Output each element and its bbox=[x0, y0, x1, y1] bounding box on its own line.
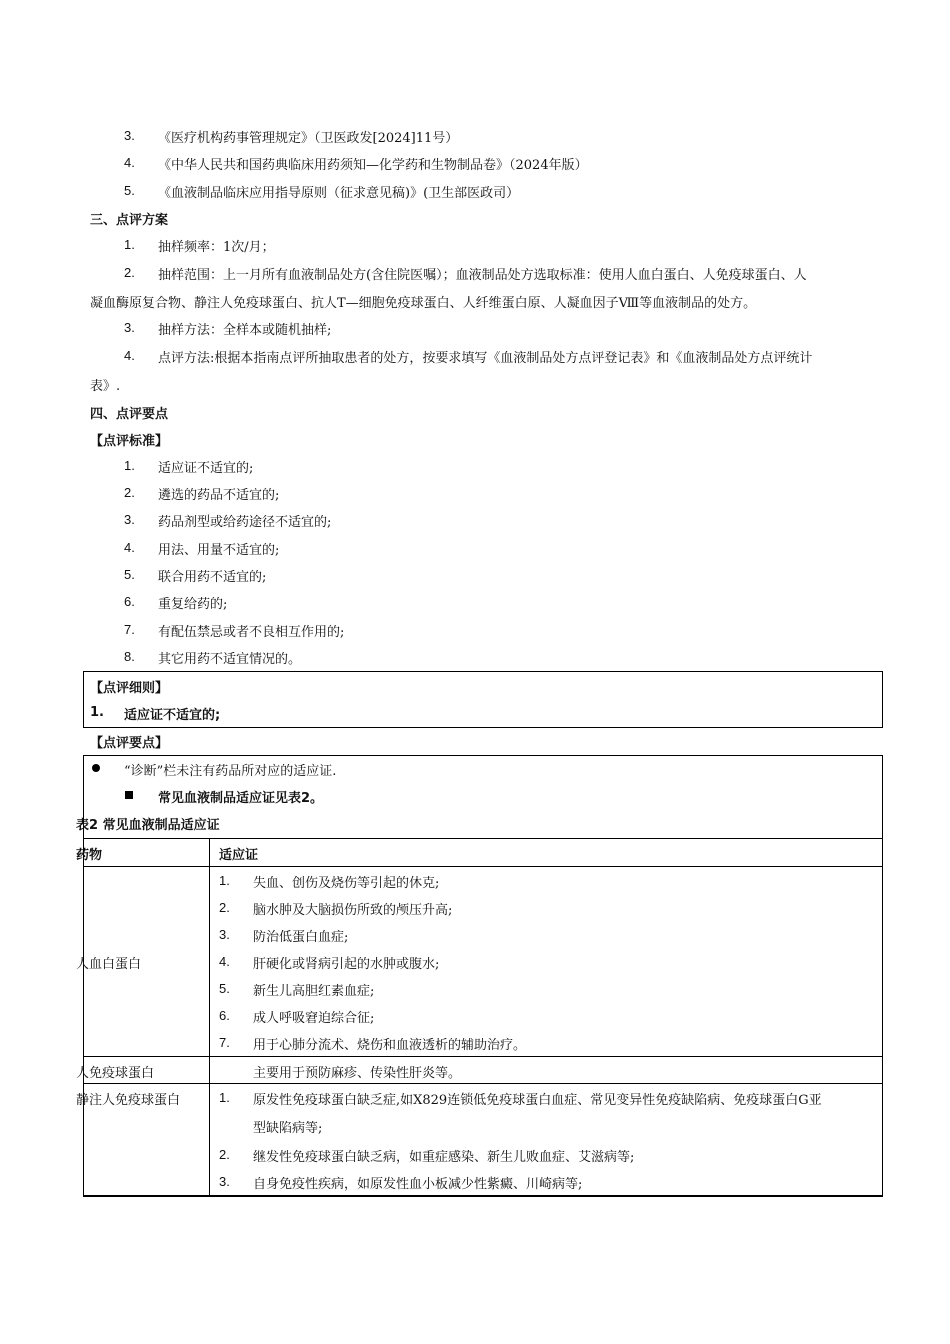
bullet-icon bbox=[92, 764, 100, 772]
table-column-rule bbox=[209, 838, 210, 1196]
ref-text: 《医疗机构药事管理规定》（卫医政发[2024]11号） bbox=[158, 131, 459, 146]
detail-item-num: 1. bbox=[90, 705, 104, 720]
ref-num: 5. bbox=[124, 183, 135, 198]
table-header-indication: 适应证 bbox=[219, 848, 259, 863]
box-border bbox=[83, 1195, 883, 1197]
standard-num: 5. bbox=[124, 567, 135, 582]
box-border bbox=[83, 671, 84, 728]
item-text: 点评方法:根据本指南点评所抽取患者的处方，按要求填写《血液制品处方点评登记表》和《血液制品处方点评统计 bbox=[158, 351, 813, 366]
box-border bbox=[882, 755, 883, 1196]
standard-num: 8. bbox=[124, 649, 135, 664]
indication-num: 3. bbox=[219, 1174, 230, 1189]
table-rule bbox=[83, 1056, 883, 1057]
box-border bbox=[83, 727, 883, 728]
indication-text: 主要用于预防麻疹、传染性肝炎等。 bbox=[253, 1066, 462, 1081]
table-caption: 表2 常见血液制品适应证 bbox=[76, 818, 220, 833]
indication-num: 2. bbox=[219, 1147, 230, 1162]
standard-text: 重复给药的; bbox=[158, 597, 228, 612]
indication-num: 7. bbox=[219, 1035, 230, 1050]
detail-heading: 【点评细则】 bbox=[90, 681, 169, 696]
section-heading: 四、点评要点 bbox=[90, 407, 169, 422]
indication-text-cont: 型缺陷病等; bbox=[253, 1121, 323, 1136]
ref-num: 3. bbox=[124, 128, 135, 143]
standard-text: 联合用药不适宜的; bbox=[158, 570, 267, 585]
indication-text: 肝硬化或肾病引起的水肿或腹水; bbox=[253, 957, 440, 972]
table-drug-cell: 人血白蛋白 bbox=[76, 957, 142, 972]
table-rule bbox=[83, 838, 883, 839]
indication-text: 用于心肺分流术、烧伤和血液透析的辅助治疗。 bbox=[253, 1038, 527, 1053]
indication-text: 成人呼吸窘迫综合征; bbox=[253, 1011, 375, 1026]
square-bullet-icon bbox=[125, 791, 133, 799]
indication-text: 自身免疫性疾病，如原发性血小板减少性紫癜、川崎病等; bbox=[253, 1177, 583, 1192]
item-num: 1. bbox=[124, 237, 135, 252]
indication-text: 失血、创伤及烧伤等引起的休克; bbox=[253, 876, 440, 891]
indication-num: 4. bbox=[219, 954, 230, 969]
standard-text: 药品剂型或给药途径不适宜的; bbox=[158, 515, 332, 530]
indication-num: 1. bbox=[219, 1090, 230, 1105]
indication-num: 6. bbox=[219, 1008, 230, 1023]
standard-heading: 【点评标准】 bbox=[90, 434, 169, 449]
standard-num: 7. bbox=[124, 622, 135, 637]
item-num: 3. bbox=[124, 320, 135, 335]
indication-num: 3. bbox=[219, 927, 230, 942]
box-border bbox=[83, 755, 883, 756]
item-text: 抽样频率：1次/月； bbox=[158, 240, 275, 255]
item-text-cont: 凝血酶原复合物、静注人免疫球蛋白、抗人T—细胞免疫球蛋白、人纤维蛋白原、人凝血因子Ⅷ等血液制品的处方。 bbox=[90, 296, 757, 311]
indication-num: 2. bbox=[219, 900, 230, 915]
key-heading: 【点评要点】 bbox=[90, 736, 169, 751]
standard-num: 1. bbox=[124, 458, 135, 473]
indication-text: 原发性免疫球蛋白缺乏症,如X829连锁低免疫球蛋白血症、常见变异性免疫缺陷病、免疫球蛋白G亚 bbox=[253, 1093, 822, 1108]
standard-num: 2. bbox=[124, 485, 135, 500]
standard-text: 有配伍禁忌或者不良相互作用的; bbox=[158, 625, 345, 640]
box-border bbox=[882, 671, 883, 728]
ref-num: 4. bbox=[124, 155, 135, 170]
standard-text: 适应证不适宜的; bbox=[158, 461, 254, 476]
standard-text: 其它用药不适宜情况的。 bbox=[158, 652, 302, 667]
standard-text: 遴选的药品不适宜的; bbox=[158, 488, 280, 503]
item-num: 2. bbox=[124, 265, 135, 280]
detail-item-text: 适应证不适宜的; bbox=[124, 708, 221, 723]
table-drug-cell: 人免疫球蛋白 bbox=[76, 1066, 155, 1081]
item-text-cont: 表》. bbox=[90, 379, 121, 394]
box-border bbox=[83, 671, 883, 672]
item-text: 抽样方法：全样本或随机抽样; bbox=[158, 323, 332, 338]
table-rule bbox=[83, 866, 883, 867]
section-heading: 三、点评方案 bbox=[90, 213, 169, 228]
standard-text: 用法、用量不适宜的; bbox=[158, 543, 280, 558]
item-num: 4. bbox=[124, 348, 135, 363]
key-sub-bullet-text: 常见血液制品适应证见表2。 bbox=[158, 791, 324, 806]
table-rule bbox=[83, 1083, 883, 1084]
indication-num: 5. bbox=[219, 981, 230, 996]
indication-text: 脑水肿及大脑损伤所致的颅压升高; bbox=[253, 903, 453, 918]
ref-text: 《血液制品临床应用指导原则（征求意见稿)》(卫生部医政司） bbox=[158, 186, 520, 201]
indication-text: 新生儿高胆红素血症; bbox=[253, 984, 375, 999]
indication-text: 防治低蛋白血症; bbox=[253, 930, 349, 945]
ref-text: 《中华人民共和国药典临床用药须知—化学药和生物制品卷》（2024年版） bbox=[158, 158, 588, 173]
key-bullet-text: “诊断”栏未注有药品所对应的适应证. bbox=[124, 764, 337, 779]
item-text: 抽样范围：上一月所有血液制品处方(含住院医嘱）；血液制品处方选取标准：使用人血白蛋白、人免疫球蛋白、人 bbox=[158, 268, 807, 283]
table-header-drug: 药物 bbox=[76, 848, 103, 863]
standard-num: 6. bbox=[124, 594, 135, 609]
indication-num: 1. bbox=[219, 873, 230, 888]
standard-num: 4. bbox=[124, 540, 135, 555]
standard-num: 3. bbox=[124, 512, 135, 527]
table-drug-cell: 静注人免疫球蛋白 bbox=[76, 1093, 181, 1108]
indication-text: 继发性免疫球蛋白缺乏病，如重症感染、新生儿败血症、艾滋病等; bbox=[253, 1150, 635, 1165]
